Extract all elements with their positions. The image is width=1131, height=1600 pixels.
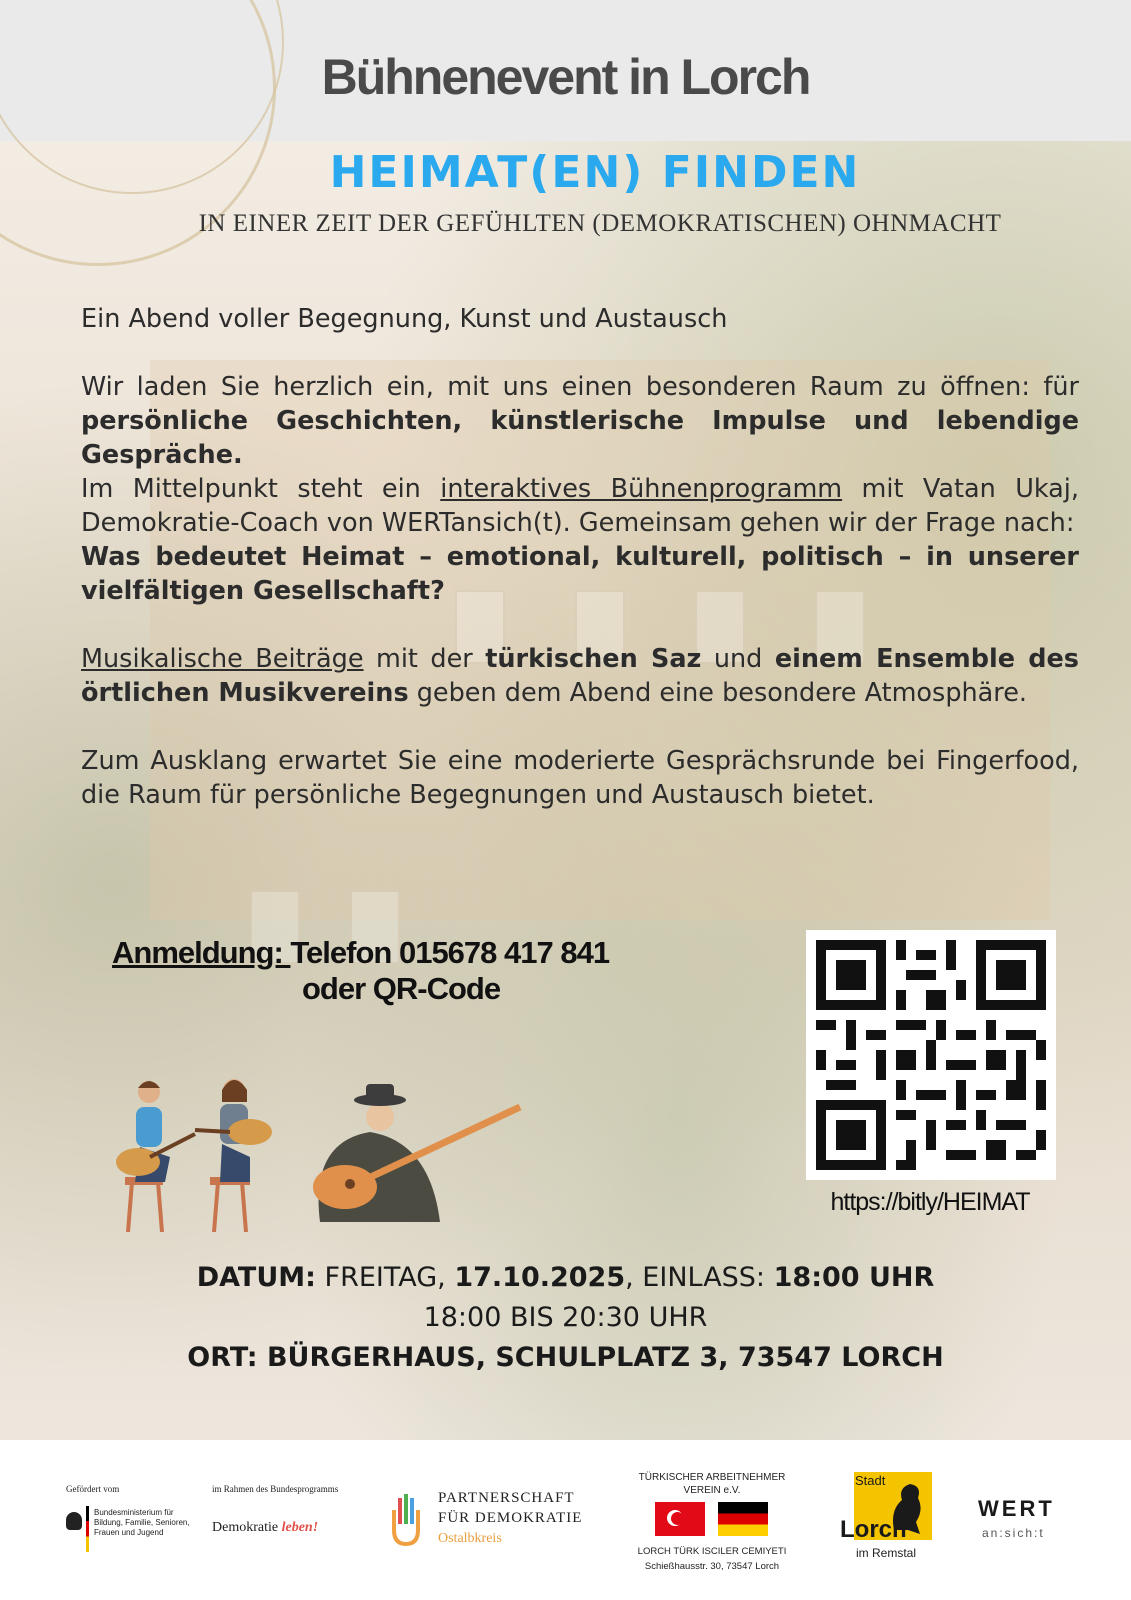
ministry-logo: [66, 1506, 196, 1566]
pfd-line-3: Ostalbkreis: [438, 1531, 502, 1546]
pfd-line-2: FÜR DEMOKRATIE: [438, 1510, 583, 1526]
tav-line-4: Schießhausstr. 30, 73547 Lorch: [644, 1561, 780, 1572]
guitarist-man-icon: [116, 1081, 195, 1232]
sponsor-footer: [0, 1440, 1131, 1600]
tav-line-3: LORCH TÜRK ISCILER CEMIYETI: [637, 1546, 787, 1557]
lorch-line-3: im Remstal: [856, 1546, 917, 1560]
guitarist-woman-icon: [195, 1079, 272, 1232]
event-tagline: IN EINER ZEIT DER GEFÜHLTEN (DEMOKRATISCHEN) OHNMACHT: [198, 210, 1002, 237]
registration-label: Anmeldung:: [112, 935, 291, 970]
eagle-icon: [66, 1512, 82, 1530]
program-intro: im Rahmen des Bundesprogramms: [212, 1484, 339, 1494]
invitation-highlight: persönliche Geschichten, künstlerische Impulse und lebendige Gespräche.: [81, 406, 1079, 470]
hand-logo-icon: [388, 1490, 424, 1548]
program-link[interactable]: interaktives Bühnenprogramm: [440, 474, 843, 504]
event-time: 18:00 BIS 20:30 UHR: [423, 1302, 708, 1333]
entry-value: 18:00 UHR: [773, 1262, 935, 1293]
registration-block: [112, 935, 732, 1007]
funded-by-label: Gefördert vom: [66, 1484, 120, 1494]
program-logo-highlight: leben!: [281, 1520, 319, 1535]
saz-player-icon: [313, 1084, 520, 1222]
invitation-paragraph: [81, 370, 1079, 472]
lorch-line-2: Lorch: [840, 1516, 907, 1543]
program-text: Im Mittelpunkt steht ein: [81, 474, 441, 504]
registration-alt: oder QR-Code: [302, 971, 501, 1006]
event-subtitle: HEIMAT(EN) FINDEN: [329, 147, 861, 198]
turkish-flag-icon: [655, 1502, 705, 1536]
tav-line-1: TÜRKISCHER ARBEITNEHMER: [638, 1472, 786, 1483]
invitation-text: Wir laden Sie herzlich ein, mit uns einen besonderen Raum zu öffnen: für: [81, 372, 1079, 402]
date-day: FREITAG,: [315, 1262, 455, 1293]
music-text-end: geben dem Abend eine besondere Atmosphäre.: [408, 678, 1028, 708]
music-text-and: und: [701, 644, 775, 674]
program-paragraph: [81, 472, 1079, 608]
body-text: [81, 302, 1079, 846]
page-title: Bühnenevent in Lorch: [321, 49, 810, 105]
german-flag-icon: [718, 1502, 768, 1536]
ministry-name: Bundesministerium für Bildung, Familie, Senioren, Frauen und Jugend: [94, 1508, 190, 1537]
qr-code[interactable]: [806, 930, 1056, 1180]
program-logo-text: Demokratie: [212, 1520, 282, 1535]
registration-phone[interactable]: Telefon 015678 417 841: [290, 935, 610, 970]
musicians-illustration: [110, 1062, 540, 1232]
tav-line-2: VEREIN e.V.: [683, 1485, 741, 1496]
german-flag-stripe-icon: [86, 1506, 89, 1552]
pfd-line-1: PARTNERSCHAFT: [438, 1490, 575, 1506]
intro-paragraph: Ein Abend voller Begegnung, Kunst und Austausch: [81, 304, 728, 334]
wert-logo-line-1: WERT: [978, 1496, 1055, 1521]
music-link[interactable]: Musikalische Beiträge: [81, 644, 364, 674]
music-paragraph: [81, 642, 1079, 710]
event-date-line: [0, 1262, 1131, 1293]
closing-paragraph: Zum Ausklang erwartet Sie eine moderierte Gesprächsrunde bei Fingerfood, die Raum für persönliche Begegnungen und Austausch bietet.: [81, 746, 1079, 810]
program-logo: [212, 1520, 318, 1536]
qr-url[interactable]: https://bitly/HEIMAT: [830, 1188, 1030, 1216]
date-value: 17.10.2025: [454, 1262, 626, 1293]
event-location: ORT: BÜRGERHAUS, SCHULPLATZ 3, 73547 LORCH: [187, 1342, 944, 1373]
entry-label: , EINLASS:: [625, 1262, 774, 1293]
program-text-cont: mit Vatan Ukaj, Demokratie-Coach von WERTansich(t). Gemeinsam gehen wir der Frage nach:: [81, 474, 1079, 538]
wert-logo-line-2: an:sich:t: [982, 1526, 1045, 1540]
music-saz: türkischen Saz: [485, 644, 702, 674]
lorch-line-1: Stadt: [855, 1473, 886, 1488]
date-label: DATUM:: [196, 1262, 316, 1293]
music-ensemble: einem Ensemble des örtlichen Musikvereins: [81, 644, 1079, 708]
program-question: Was bedeutet Heimat – emotional, kulturell, politisch – in unserer vielfältigen Gesellschaft?: [81, 542, 1079, 606]
music-text: mit der: [363, 644, 486, 674]
